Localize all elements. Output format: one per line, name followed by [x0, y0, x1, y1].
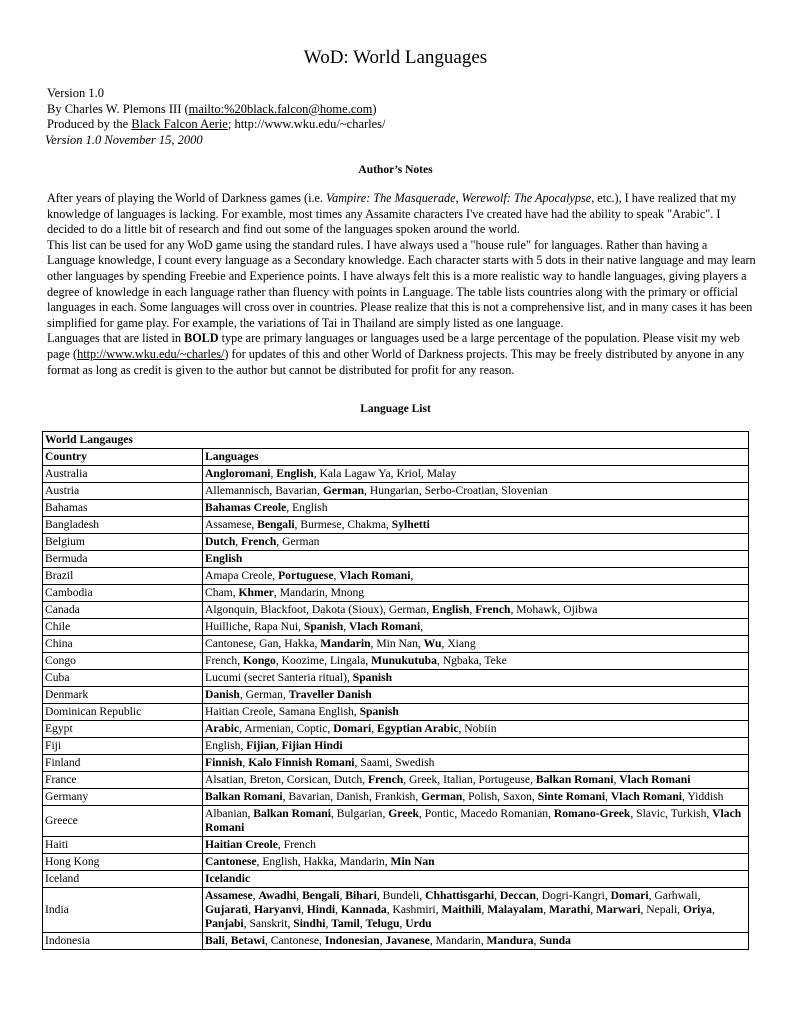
primary-language: Greek: [388, 807, 419, 820]
primary-language: Kannada: [340, 903, 387, 916]
languages-cell: Assamese, Bengali, Burmese, Chakma, Sylhetti: [203, 517, 749, 534]
table-row: [43, 636, 749, 653]
table-row: [43, 653, 749, 670]
primary-language: Bengali: [302, 889, 340, 902]
primary-language: Bali: [205, 934, 225, 947]
primary-language: Traveller Danish: [288, 688, 372, 701]
table-row: [43, 871, 749, 888]
primary-language: Telugu: [365, 917, 400, 930]
language-list-heading: Language List: [360, 403, 431, 415]
language: Alsatian: [205, 773, 244, 786]
primary-language: Khmer: [238, 586, 274, 599]
primary-language: Vlach Romani: [610, 790, 683, 803]
primary-language: Sunda: [539, 934, 571, 947]
primary-language: Cantonese: [205, 855, 257, 868]
language: Kriol: [396, 467, 421, 480]
languages-cell: Allemannisch, Bavarian, German, Hungarian, Serbo-Croatian, Slovenian: [203, 483, 749, 500]
primary-language: Betawi: [230, 934, 265, 947]
primary-language: Haitian Creole: [205, 838, 278, 851]
language: Burmese: [300, 518, 342, 531]
country-cell: Hong Kong: [43, 854, 203, 871]
text-segment: ,: [455, 191, 462, 205]
language: Ojibwa: [563, 603, 598, 616]
notes-paragraph: [47, 331, 757, 378]
primary-language: Vlach Romani: [205, 807, 742, 834]
languages-cell: Cantonese, English, Hakka, Mandarin, Min Nan: [203, 854, 749, 871]
primary-language: Sylhetti: [391, 518, 430, 531]
language: Corsican: [286, 773, 329, 786]
languages-cell: [203, 871, 749, 888]
primary-language: Marwari: [596, 903, 641, 916]
produced-prefix: Produced by the: [47, 117, 132, 131]
primary-language: Mandarin: [320, 637, 371, 650]
languages-cell: Amapa Creole, Portuguese, Vlach Romani,: [203, 568, 749, 585]
primary-language: Wu: [423, 637, 442, 650]
language: Malay: [426, 467, 457, 480]
language: Lingala: [329, 654, 366, 667]
language: Gan: [259, 637, 279, 650]
primary-language: Fijian: [246, 739, 276, 752]
language: Teke: [484, 654, 507, 667]
country-cell: Denmark: [43, 687, 203, 704]
table-row: [43, 721, 749, 738]
country-cell: Chile: [43, 619, 203, 636]
table-row: [43, 568, 749, 585]
language: Dogri-Kangri: [541, 889, 605, 902]
language: Dutch: [333, 773, 363, 786]
language: Yiddish: [687, 790, 724, 803]
language: Serbo-Croatian: [424, 484, 496, 497]
language: Ngbaka: [442, 654, 479, 667]
language: Xiang: [447, 637, 476, 650]
primary-language: Urdu: [405, 917, 432, 930]
language: Pontic: [424, 807, 455, 820]
language: Rapa Nui: [253, 620, 299, 633]
table-row: [43, 500, 749, 517]
country-cell: Belgium: [43, 534, 203, 551]
primary-language: Assamese: [205, 889, 253, 902]
table-row: [43, 585, 749, 602]
language: Portugeuse: [478, 773, 531, 786]
primary-language: Indonesian: [324, 934, 380, 947]
table-title-row: [43, 432, 749, 449]
language: Frankish: [374, 790, 416, 803]
languages-cell: Alsatian, Breton, Corsican, Dutch, French, Greek, Italian, Portugeuse, Balkan Romani, Vlach Romani: [203, 772, 749, 789]
country-cell: Finland: [43, 755, 203, 772]
text-segment: type are primary languages or languages used be a large percentage of the population. Please visit my web page (: [47, 331, 740, 361]
text-segment: This list can be used for any WoD game using the standard rules. I have always used a "house rule" for languages. Rather than having a Language knowledge, I count every language as a Secondary knowledge. Each character starts with 5 dots in their native language and may learn other languages by spending Freebie and Experience points. I have always felt this is a more realistic way to handle languages, giving players a degree of knowledge in each language rather than fluency with points in Language. The table lists countries along with the primary or official languages in each. Some languages will cross over in countries. Please realize that this is not a comprehensive list, and in many cases it has been simplified for game play. For example, the variations of Tai in Thailand are simply listed as one language.: [47, 237, 756, 330]
table-row: [43, 466, 749, 483]
languages-cell: Dutch, French, German: [203, 534, 749, 551]
country-cell: India: [43, 888, 203, 933]
primary-language: Balkan Romani: [205, 790, 283, 803]
table-row: [43, 670, 749, 687]
table-row: [43, 755, 749, 772]
languages-cell: Angloromani, English, Kala Lagaw Ya, Kriol, Malay: [203, 466, 749, 483]
language: Nepali: [646, 903, 678, 916]
table-row: [43, 837, 749, 854]
primary-language: Balkan Romani: [535, 773, 614, 786]
table-row: [43, 551, 749, 568]
primary-language: Bengali: [257, 518, 295, 531]
language: Swedish: [395, 756, 435, 769]
language: Cantonese: [205, 637, 254, 650]
language: Bavarian: [288, 790, 331, 803]
languages-cell: [203, 551, 749, 568]
language: Algonquin: [205, 603, 255, 616]
country-cell: Bahamas: [43, 500, 203, 517]
primary-language: Sindhi: [293, 917, 326, 930]
primary-language: Munukutuba: [371, 654, 437, 667]
table-row: [43, 854, 749, 871]
primary-language: Balkan Romani: [253, 807, 331, 820]
country-cell: Dominican Republic: [43, 704, 203, 721]
primary-language: Panjabi: [205, 917, 244, 930]
primary-language: English: [276, 467, 314, 480]
primary-language: Chhattisgarhi: [425, 889, 495, 902]
primary-language: German: [322, 484, 365, 497]
language: Huilliche: [205, 620, 249, 633]
language: Albanian: [205, 807, 248, 820]
primary-language: French: [367, 773, 404, 786]
language: German: [282, 535, 320, 548]
language: Bundeli: [382, 889, 420, 902]
languages-cell: Bahamas Creole, English: [203, 500, 749, 517]
language: Min Nan: [376, 637, 418, 650]
language: Chakma: [347, 518, 386, 531]
language: Polish: [468, 790, 498, 803]
languages-cell: Arabic, Armenian, Coptic, Domari, Egyptian Arabic, Nobiin: [203, 721, 749, 738]
language: Saami: [360, 756, 390, 769]
table-row: [43, 806, 749, 837]
primary-language: Tamil: [331, 917, 360, 930]
language: Breton: [249, 773, 281, 786]
primary-language: Icelandic: [205, 872, 251, 885]
primary-language: Awadhi: [258, 889, 297, 902]
table-row: [43, 772, 749, 789]
version-line: Version 1.0: [47, 86, 104, 100]
languages-cell: French, Kongo, Koozime, Lingala, Munukutuba, Ngbaka, Teke: [203, 653, 749, 670]
primary-language: Bahamas Creole: [205, 501, 287, 514]
language: Armenian: [244, 722, 291, 735]
produced-suffix: ; http://www.wku.edu/~charles/: [227, 117, 386, 131]
country-cell: Bangladesh: [43, 517, 203, 534]
primary-language: Spanish: [359, 705, 399, 718]
language: Cantonese: [270, 934, 320, 947]
language: Cham: [205, 586, 233, 599]
language: Saxon: [502, 790, 532, 803]
language: English: [205, 739, 241, 752]
author-prefix: By Charles W. Plemons III (: [47, 101, 189, 116]
language: Haitian Creole: [205, 705, 273, 718]
country-cell: Brazil: [43, 568, 203, 585]
notes-paragraph: [47, 238, 757, 332]
primary-language: Haryanvi: [253, 903, 301, 916]
languages-cell: Balkan Romani, Bavarian, Danish, Frankish, German, Polish, Saxon, Sinte Romani, Vlach Romani, Yiddish: [203, 789, 749, 806]
country-cell: Haiti: [43, 837, 203, 854]
table-row: [43, 483, 749, 500]
table-row: [43, 602, 749, 619]
primary-language: Spanish: [303, 620, 344, 633]
black-falcon-aerie-link[interactable]: Black Falcon Aerie: [131, 117, 228, 131]
text-segment: Vampire: The Masquerade: [326, 191, 456, 205]
language: English: [292, 501, 328, 514]
language: Garhwali: [654, 889, 698, 902]
trailing-comma: ,: [410, 569, 414, 582]
language: French: [283, 838, 316, 851]
country-cell: Cambodia: [43, 585, 203, 602]
languages-cell: Huilliche, Rapa Nui, Spanish, Vlach Romani,: [203, 619, 749, 636]
country-cell: Egypt: [43, 721, 203, 738]
country-cell: Congo: [43, 653, 203, 670]
language: Hakka: [303, 855, 334, 868]
language: Allemannisch: [205, 484, 270, 497]
country-cell: China: [43, 636, 203, 653]
languages-cell: Cantonese, Gan, Hakka, Mandarin, Min Nan, Wu, Xiang: [203, 636, 749, 653]
country-cell: Iceland: [43, 871, 203, 888]
primary-language: Deccan: [499, 889, 536, 902]
text-segment: , etc.), I have realized that my knowledge of languages is lacking. For examble, most times any Assamite characters I've created have had the ability to speak "Arabic". I decided to do a little bit of research and find out some of the languages spoken around the world.: [47, 191, 737, 237]
country-cell: Fiji: [43, 738, 203, 755]
language: Macedo Romanian: [460, 807, 549, 820]
table-row: [43, 789, 749, 806]
notes-paragraph: [47, 191, 757, 238]
trailing-comma: ,: [420, 620, 424, 633]
languages-cell: English, Fijian, Fijian Hindi: [203, 738, 749, 755]
language: Mohawk: [516, 603, 558, 616]
language: Mandarin: [279, 586, 325, 599]
languages-cell: Cham, Khmer, Mandarin, Mnong: [203, 585, 749, 602]
language: Hakka: [284, 637, 315, 650]
table-row: [43, 888, 749, 933]
language: Nobiin: [464, 722, 497, 735]
languages-cell: Haitian Creole, Samana English, Spanish: [203, 704, 749, 721]
primary-language: Hindi: [306, 903, 336, 916]
language: English: [262, 855, 298, 868]
primary-language: Egyptian Arabic: [376, 722, 459, 735]
language: Mandarin: [435, 934, 481, 947]
primary-language: Finnish: [205, 756, 243, 769]
language: French: [205, 654, 238, 667]
language: Slavic: [636, 807, 666, 820]
language: Italian: [443, 773, 473, 786]
primary-language: Danish: [205, 688, 240, 701]
language: Dakota (Sioux): [311, 603, 384, 616]
languages-cell: Assamese, Awadhi, Bengali, Bihari, Bundeli, Chhattisgarhi, Deccan, Dogri-Kangri, Domari, Garhwali, Gujarati, Haryanvi, Hindi, Kannada, Kashmiri, Maithili, Malayalam, Marathi, Marwari, Nepali, Oriya, Panjabi, Sanskrit, Sindhi, Tamil, Telugu, Urdu: [203, 888, 749, 933]
document-meta: [47, 86, 386, 148]
language: German: [388, 603, 427, 616]
author-suffix: ): [372, 101, 377, 116]
primary-language: Arabic: [205, 722, 240, 735]
primary-language: French: [241, 535, 277, 548]
language: Kashmiri: [392, 903, 436, 916]
table-row: [43, 517, 749, 534]
text-segment: BOLD: [184, 331, 219, 346]
language: Assamese: [205, 518, 252, 531]
version-date: Version 1.0 November 15, 2000: [45, 132, 203, 147]
table-row: [43, 534, 749, 551]
language: Mandarin: [339, 855, 385, 868]
primary-language: Romano-Greek: [553, 807, 631, 820]
document-title: WoD: World Languages: [303, 47, 488, 68]
column-header-languages: Languages: [203, 449, 749, 466]
primary-language: Portuguese: [278, 569, 334, 582]
country-cell: France: [43, 772, 203, 789]
primary-language: Mandura: [486, 934, 534, 947]
primary-language: Spanish: [352, 671, 393, 684]
language: Bavarian: [275, 484, 318, 497]
country-cell: Greece: [43, 806, 203, 837]
table-row: [43, 738, 749, 755]
primary-language: Vlach Romani: [339, 569, 411, 582]
text-segment: Werewolf: The Apocalypse: [461, 191, 592, 205]
country-cell: Canada: [43, 602, 203, 619]
primary-language: Fijian Hindi: [281, 739, 343, 752]
text-segment: Languages that are listed in: [47, 331, 185, 346]
author-line: [47, 102, 386, 118]
language: Sanskrit: [249, 917, 288, 930]
primary-language: Malayalam: [487, 903, 544, 916]
language: Coptic: [296, 722, 328, 735]
languages-cell: Finnish, Kalo Finnish Romani, Saami, Swedish: [203, 755, 749, 772]
languages-cell: Algonquin, Blackfoot, Dakota (Sioux), German, English, French, Mohawk, Ojibwa: [203, 602, 749, 619]
primary-language: Kalo Finnish Romani: [248, 756, 355, 769]
languages-table: [42, 431, 749, 950]
language: Lucumi (secret Santeria ritual): [205, 671, 347, 684]
language: Hungarian: [369, 484, 419, 497]
table-header-row: [43, 449, 749, 466]
primary-language: German: [421, 790, 463, 803]
primary-language: Dutch: [205, 535, 236, 548]
table-title: World Langauges: [43, 432, 749, 449]
primary-language: French: [475, 603, 511, 616]
language: German: [245, 688, 283, 701]
text-segment: After years of playing the World of Darkness games (i.e.: [47, 191, 327, 205]
produced-line: [47, 117, 386, 133]
languages-cell: Albanian, Balkan Romani, Bulgarian, Greek, Pontic, Macedo Romanian, Romano-Greek, Slavic, Turkish, Vlach Romani: [203, 806, 749, 837]
primary-language: English: [205, 552, 243, 565]
language: Greek: [408, 773, 438, 786]
languages-cell: Danish, German, Traveller Danish: [203, 687, 749, 704]
languages-cell: Lucumi (secret Santeria ritual), Spanish: [203, 670, 749, 687]
language: Mnong: [330, 586, 365, 599]
table-row: [43, 687, 749, 704]
primary-language: Javanese: [385, 934, 430, 947]
language: Koozime: [281, 654, 325, 667]
primary-language: Bihari: [345, 889, 377, 902]
primary-language: Oriya: [682, 903, 712, 916]
primary-language: English: [432, 603, 470, 616]
column-header-country: Country: [43, 449, 203, 466]
country-cell: Bermuda: [43, 551, 203, 568]
table-row: [43, 933, 749, 950]
country-cell: Australia: [43, 466, 203, 483]
primary-language: Kongo: [243, 654, 276, 667]
primary-language: Maithili: [441, 903, 482, 916]
primary-language: Angloromani: [205, 467, 271, 480]
primary-language: Sinte Romani: [537, 790, 606, 803]
country-cell: Cuba: [43, 670, 203, 687]
author-email-link[interactable]: mailto:%20black.falcon@home.com: [188, 101, 373, 116]
table-row: [43, 704, 749, 721]
country-cell: Indonesia: [43, 933, 203, 950]
primary-language: Min Nan: [390, 855, 435, 868]
language: Blackfoot: [260, 603, 307, 616]
primary-language: Gujarati: [205, 903, 249, 916]
language: Samana English: [278, 705, 354, 718]
language: Turkish: [670, 807, 707, 820]
language: Bulgarian: [336, 807, 383, 820]
primary-language: Vlach Romani: [619, 773, 691, 786]
primary-language: Vlach Romani: [349, 620, 421, 633]
language: Amapa Creole: [205, 569, 273, 582]
languages-cell: Haitian Creole, French: [203, 837, 749, 854]
country-cell: Germany: [43, 789, 203, 806]
country-cell: Austria: [43, 483, 203, 500]
authors-notes: [47, 191, 757, 378]
primary-language: Domari: [610, 889, 649, 902]
table-row: [43, 619, 749, 636]
languages-cell: Bali, Betawi, Cantonese, Indonesian, Javanese, Mandarin, Mandura, Sunda: [203, 933, 749, 950]
primary-language: Domari: [333, 722, 372, 735]
language: Danish: [336, 790, 369, 803]
language: Slovenian: [501, 484, 548, 497]
authors-notes-heading: Author’s Notes: [358, 164, 433, 176]
language: Kala Lagaw Ya: [319, 467, 391, 480]
text-segment: ) for updates of this and other World of Darkness projects. This may be freely distributed by anyone in any format as long as credit is given to the author but cannot be distributed for profit for any reason.: [47, 346, 745, 377]
web-page-link[interactable]: http://www.wku.edu/~charles/: [77, 346, 225, 361]
primary-language: Marathi: [549, 903, 591, 916]
